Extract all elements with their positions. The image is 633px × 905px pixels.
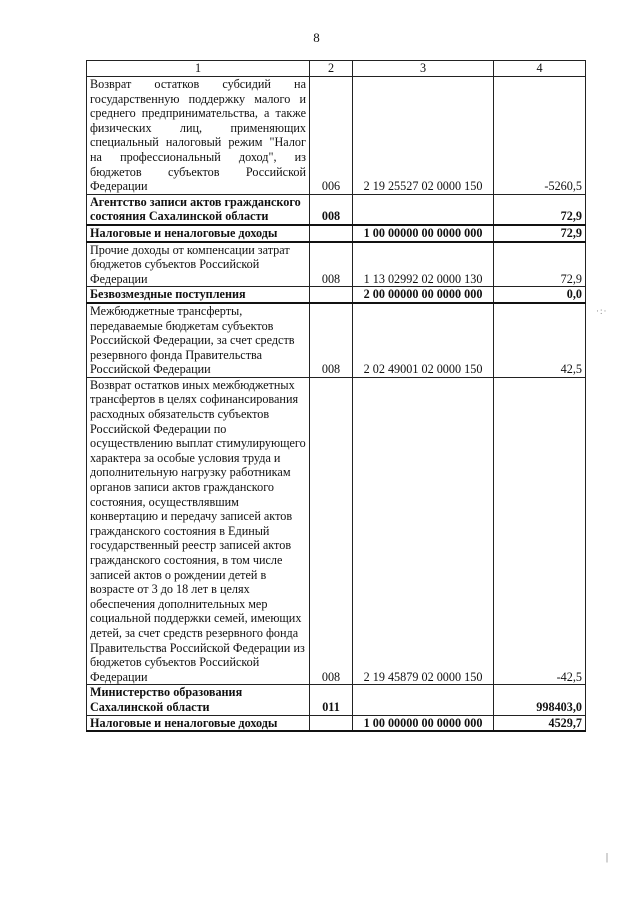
column-header-4: 4 xyxy=(494,61,586,77)
row-budget-code: 2 19 25527 02 0000 150 xyxy=(353,77,494,195)
row-admin-code: 008 xyxy=(310,377,353,684)
table-row xyxy=(87,77,586,195)
row-name: Министерство образования Сахалинской области xyxy=(87,685,310,715)
row-name: Межбюджетные трансферты, передаваемые бюджетам субъектов Российской Федерации, за счет средств резервного фонда Правительства Российской Федерации xyxy=(87,303,310,377)
page-number: 8 xyxy=(313,30,320,45)
table-row xyxy=(87,194,586,225)
row-name: Безвозмездные поступления xyxy=(87,287,310,303)
row-admin-code: 008 xyxy=(310,242,353,287)
table-row xyxy=(87,685,586,715)
row-name: Возврат остатков субсидий на государственную поддержку малого и среднего предпринимательства, а также физических лиц, применяющих специальный налоговый режим "Налог на профессиональный доход", из бюджетов субъектов Российской Федерации xyxy=(87,77,310,195)
table-header-row xyxy=(87,61,586,77)
scan-speck-marks: ·:· xyxy=(596,306,608,316)
table-row xyxy=(87,287,586,303)
row-admin-code: 008 xyxy=(310,194,353,225)
row-admin-code: 006 xyxy=(310,77,353,195)
row-amount: 72,9 xyxy=(494,194,586,225)
row-amount: 72,9 xyxy=(494,242,586,287)
row-amount: 4529,7 xyxy=(494,715,586,731)
row-budget-code: 1 13 02992 02 0000 130 xyxy=(353,242,494,287)
row-amount: -42,5 xyxy=(494,377,586,684)
row-amount: -5260,5 xyxy=(494,77,586,195)
row-name: Прочие доходы от компенсации затрат бюджетов субъектов Российской Федерации xyxy=(87,242,310,287)
table-row xyxy=(87,225,586,242)
table-row xyxy=(87,303,586,377)
row-admin-code: 008 xyxy=(310,303,353,377)
row-name: Возврат остатков иных межбюджетных трансфертов в целях софинансирования расходных обязательств субъектов Российской Федерации по осуществлению выплат стимулирующего характера за особые условия труда и дополнительную нагрузку работникам органов записи актов гражданского состояния, осуществлявшим конвертацию и передачу записей актов гражданского состояния в Единый государственный реестр записей актов гражданского состояния, в том числе записей актов о рождении детей в возрасте от 3 до 18 лет в целях обеспечения дополнительных мер социальной поддержки семей, имеющих детей, за счет средств резервного фонда Правительства Российской Федерации из бюджетов субъектов Российской Федерации xyxy=(87,377,310,684)
table-row xyxy=(87,377,586,684)
row-admin-code xyxy=(310,287,353,303)
row-budget-code xyxy=(353,685,494,715)
row-budget-code: 2 00 00000 00 0000 000 xyxy=(353,287,494,303)
column-header-2: 2 xyxy=(310,61,353,77)
row-name: Агентство записи актов гражданского состояния Сахалинской области xyxy=(87,194,310,225)
budget-revenue-table xyxy=(86,60,586,732)
row-budget-code: 2 19 45879 02 0000 150 xyxy=(353,377,494,684)
scan-margin-mark: | xyxy=(606,852,609,863)
row-name: Налоговые и неналоговые доходы xyxy=(87,715,310,731)
row-amount: 42,5 xyxy=(494,303,586,377)
row-admin-code xyxy=(310,225,353,242)
table-row xyxy=(87,242,586,287)
row-admin-code: 011 xyxy=(310,685,353,715)
row-budget-code: 1 00 00000 00 0000 000 xyxy=(353,715,494,731)
table-row xyxy=(87,715,586,731)
row-amount: 72,9 xyxy=(494,225,586,242)
row-budget-code xyxy=(353,194,494,225)
row-budget-code: 1 00 00000 00 0000 000 xyxy=(353,225,494,242)
column-header-3: 3 xyxy=(353,61,494,77)
column-header-1: 1 xyxy=(87,61,310,77)
row-amount: 998403,0 xyxy=(494,685,586,715)
row-amount: 0,0 xyxy=(494,287,586,303)
row-budget-code: 2 02 49001 02 0000 150 xyxy=(353,303,494,377)
row-admin-code xyxy=(310,715,353,731)
row-name: Налоговые и неналоговые доходы xyxy=(87,225,310,242)
